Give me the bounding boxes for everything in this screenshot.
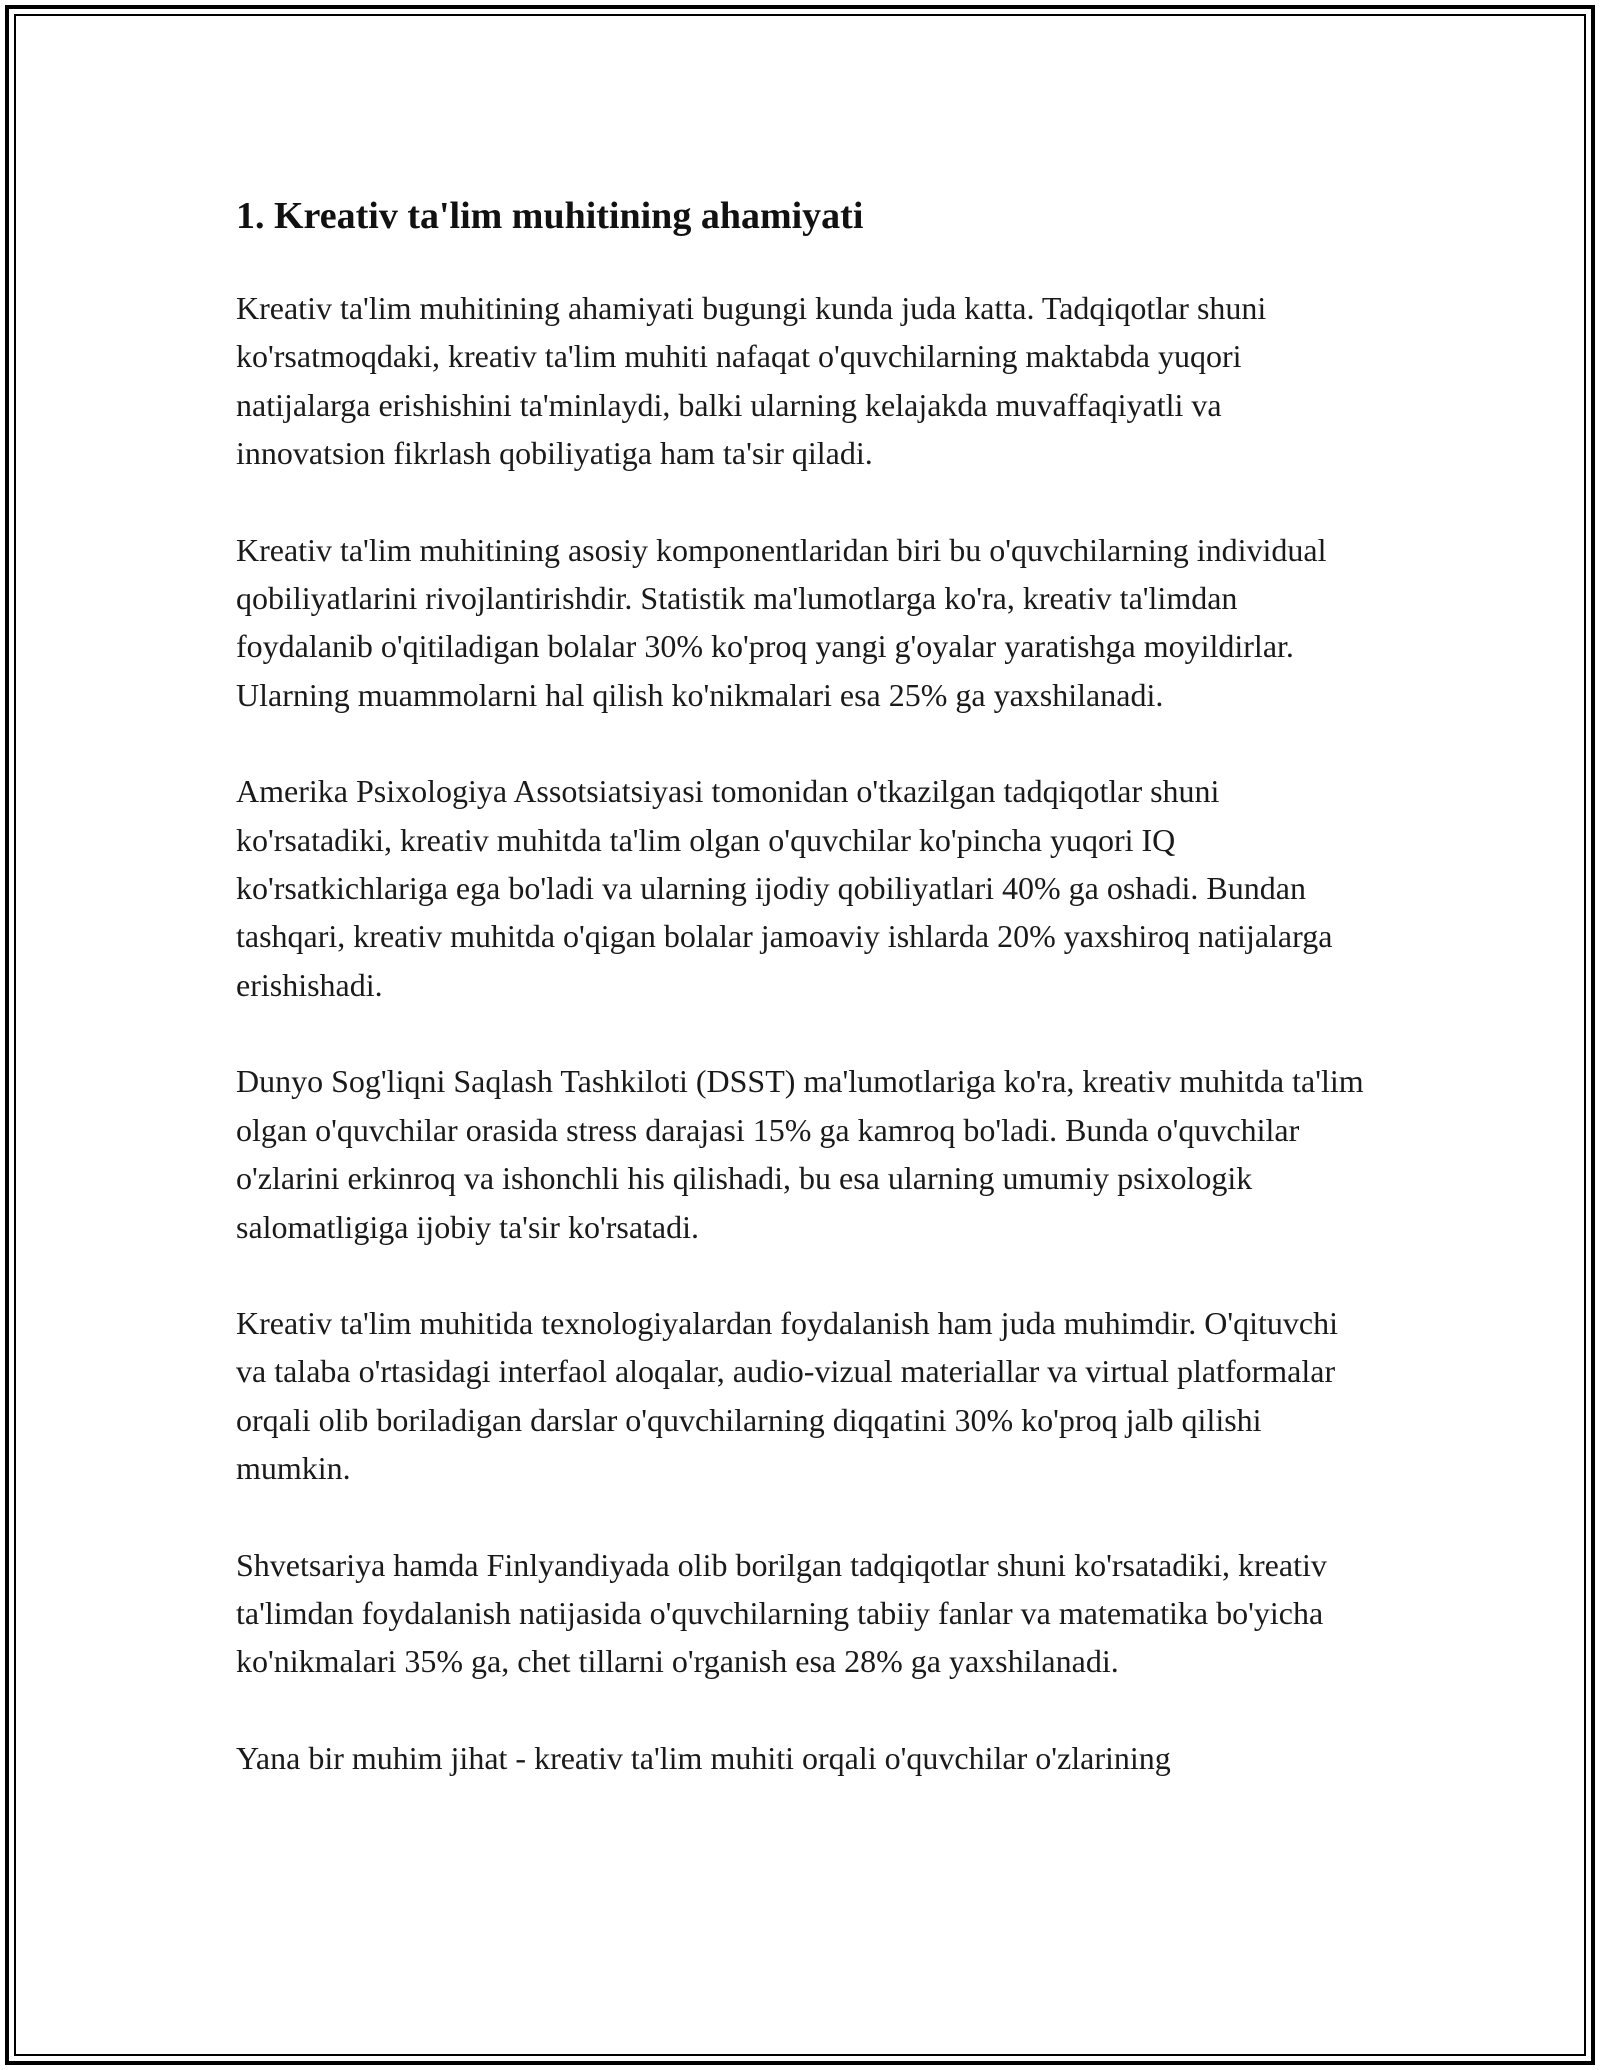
- document-body: [236, 180, 1376, 1830]
- paragraph: Shvetsariya hamda Finlyandiyada olib borilgan tadqiqotlar shuni ko'rsatadiki, kreativ ta'limdan foydalanish natijasida o'quvchilarning tabiiy fanlar va matematika bo'yicha ko'nikmalari 35% ga, chet tillarni o'rganish esa 28% ga yaxshilanadi.: [236, 1546, 1327, 1680]
- paragraph: Kreativ ta'lim muhitining ahamiyati bugungi kunda juda katta. Tadqiqotlar shuni ko'rsatmoqdaki, kreativ ta'lim muhiti nafaqat o'quvchilarning maktabda yuqori natijalarga erishishini ta'minlaydi, balki ularning kelajakda muvaffaqiyatli va innovatsion fikrlash qobiliyatiga ham ta'sir qiladi.: [236, 290, 1267, 472]
- paragraph: Yana bir muhim jihat - kreativ ta'lim muhiti orqali o'quvchilar o'zlarining: [236, 1739, 1171, 1776]
- paragraph: Amerika Psixologiya Assotsiatsiyasi tomonidan o'tkazilgan tadqiqotlar shuni ko'rsatadiki, kreativ muhitda ta'lim olgan o'quvchilar ko'pincha yuqori IQ ko'rsatkichlariga ega bo'ladi va ularning ijodiy qobiliyatlari 40% ga oshadi. Bundan tashqari, kreativ muhitda o'qigan bolalar jamoaviy ishlarda 20% yaxshiroq natijalarga erishishadi.: [236, 773, 1333, 1003]
- section-heading: 1. Kreativ ta'lim muhitining ahamiyati: [236, 195, 864, 237]
- paragraph: Dunyo Sog'liqni Saqlash Tashkiloti (DSST) ma'lumotlariga ko'ra, kreativ muhitda ta'lim olgan o'quvchilar orasida stress darajasi 15% ga kamroq bo'ladi. Bunda o'quvchilar o'zlarini erkinroq va ishonchli his qilishadi, bu esa ularning umumiy psixologik salomatligiga ijobiy ta'sir ko'rsatadi.: [236, 1063, 1364, 1245]
- paragraph: Kreativ ta'lim muhitining asosiy komponentlaridan biri bu o'quvchilarning individual qobiliyatlarini rivojlantirishdir. Statistik ma'lumotlarga ko'ra, kreativ ta'limdan foydalanib o'qitiladigan bolalar 30% ko'proq yangi g'oyalar yaratishga moyildirlar. Ularning muammolarni hal qilish ko'nikmalari esa 25% ga yaxshilanadi.: [236, 531, 1327, 713]
- paragraph: Kreativ ta'lim muhitida texnologiyalardan foydalanish ham juda muhimdir. O'qituvchi va talaba o'rtasidagi interfaol aloqalar, audio-vizual materiallar va virtual platformalar orqali olib boriladigan darslar o'quvchilarning diqqatini 30% ko'proq jalb qilishi mumkin.: [236, 1304, 1338, 1487]
